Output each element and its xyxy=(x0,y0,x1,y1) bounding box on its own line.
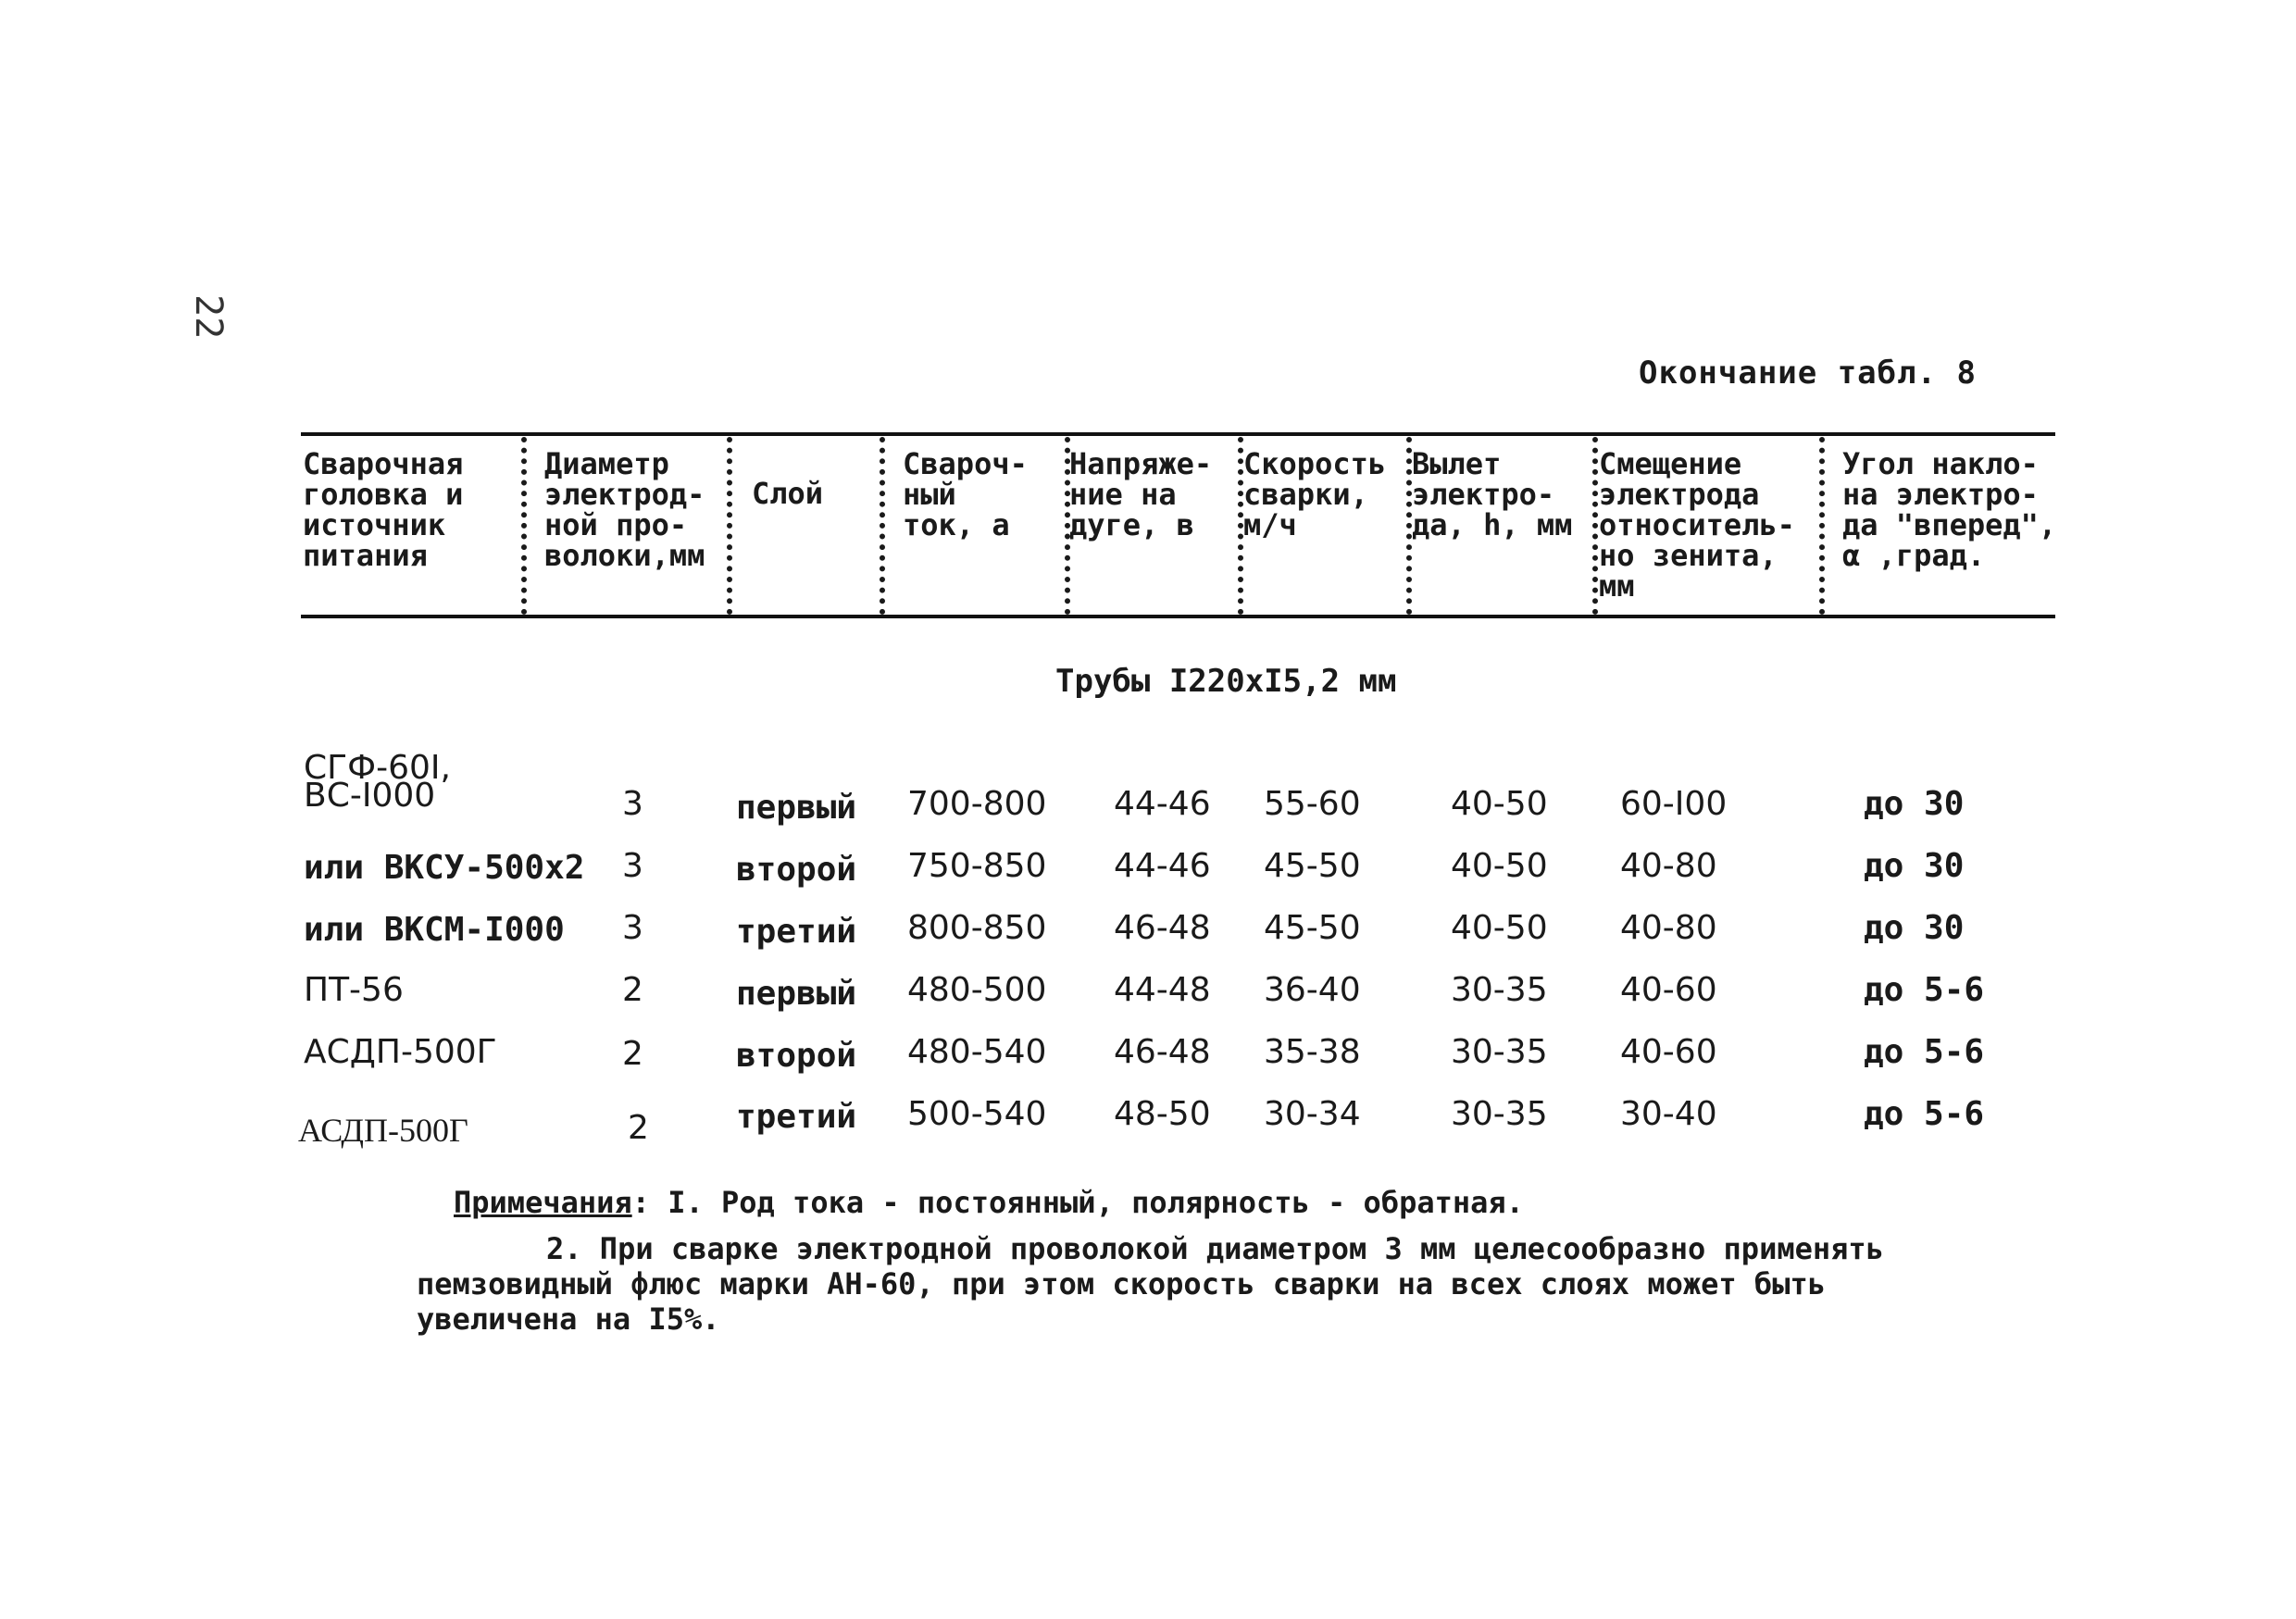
table-caption: Окончание табл. 8 xyxy=(1639,355,1977,392)
notes-label: Примечания xyxy=(454,1185,632,1220)
header-layer: Слой xyxy=(752,476,824,511)
header-electrode-stickout: Вылет электро- да, h, мм xyxy=(1412,446,1573,542)
table-cell: до 30 xyxy=(1864,909,1965,947)
table-cell: 48-50 xyxy=(1114,1095,1211,1133)
table-cell: АСДП-500Г xyxy=(298,1112,468,1149)
table-cell: до 5-6 xyxy=(1864,1095,1985,1133)
table-cell: 55-60 xyxy=(1264,785,1361,823)
table-cell: 44-46 xyxy=(1114,785,1211,823)
table-cell: 45-50 xyxy=(1264,847,1361,885)
table-cell: 480-500 xyxy=(907,971,1047,1009)
table-cell: АСДП-500Г xyxy=(304,1033,497,1071)
table-cell: 36-40 xyxy=(1264,971,1361,1009)
note-1: : I. Род тока - постоянный, полярность - обратная. xyxy=(631,1185,1524,1220)
table-cell: или ВКСУ-500x2 xyxy=(304,849,585,887)
column-separator xyxy=(1819,437,1825,615)
table-cell: второй xyxy=(736,1037,857,1075)
column-separator xyxy=(880,437,885,615)
table-cell: 40-50 xyxy=(1451,847,1548,885)
page-number: 22 xyxy=(187,294,230,340)
table-cell: 46-48 xyxy=(1114,1033,1211,1071)
column-separator xyxy=(727,437,732,615)
table-cell: СГФ-60I, ВС-I000 xyxy=(304,749,451,815)
table-cell: первый xyxy=(736,975,857,1013)
header-welding-head: Сварочная головка и источник питания xyxy=(303,446,464,573)
table-cell: 35-38 xyxy=(1264,1033,1361,1071)
table-cell: первый xyxy=(736,789,857,827)
table-cell: 3 xyxy=(622,909,643,947)
table-cell: 44-48 xyxy=(1114,971,1211,1009)
table-cell: до 5-6 xyxy=(1864,1033,1985,1071)
column-separator xyxy=(1592,437,1598,615)
table-cell: 40-80 xyxy=(1620,847,1717,885)
table-cell: 40-60 xyxy=(1620,1033,1717,1071)
table-cell: 2 xyxy=(628,1109,649,1147)
table-cell: 2 xyxy=(622,971,643,1009)
header-arc-voltage: Напряже- ние на дуге, в xyxy=(1069,446,1213,542)
notes-line-1 xyxy=(454,1185,2028,1220)
table-cell: второй xyxy=(736,851,857,889)
table-cell: 500-540 xyxy=(907,1095,1047,1133)
table-cell: 40-50 xyxy=(1451,909,1548,947)
table-cell: 40-50 xyxy=(1451,785,1548,823)
table-cell: 45-50 xyxy=(1264,909,1361,947)
table-cell: ПТ-56 xyxy=(304,971,404,1009)
table-cell: 60-I00 xyxy=(1620,785,1728,823)
table-cell: до 30 xyxy=(1864,785,1965,823)
table-cell: до 5-6 xyxy=(1864,971,1985,1009)
header-electrode-offset: Смещение электрода относитель- но зенита, мм xyxy=(1599,446,1795,604)
table-cell: до 30 xyxy=(1864,847,1965,885)
subsection-title: Трубы I220xI5,2 мм xyxy=(1055,663,1397,700)
table-cell: третий xyxy=(736,1098,857,1136)
table-header-bottom-rule xyxy=(301,615,2055,618)
header-welding-speed: Скорость сварки, м/ч xyxy=(1243,446,1387,542)
table-top-rule xyxy=(301,432,2055,436)
table-cell: 30-40 xyxy=(1620,1095,1717,1133)
table-cell: 480-540 xyxy=(907,1033,1047,1071)
header-electrode-angle: Угол накло- на электро- да "вперед", α ,град. xyxy=(1842,446,2057,573)
table-cell: 3 xyxy=(622,785,643,823)
table-cell: 30-35 xyxy=(1451,971,1548,1009)
table-cell: 44-46 xyxy=(1114,847,1211,885)
table-cell: 30-34 xyxy=(1264,1095,1361,1133)
table-cell: 30-35 xyxy=(1451,1033,1548,1071)
table-cell: 30-35 xyxy=(1451,1095,1548,1133)
table-cell: 46-48 xyxy=(1114,909,1211,947)
header-wire-diameter: Диаметр электрод- ной про- волоки,мм xyxy=(544,446,705,573)
column-separator xyxy=(521,437,527,615)
table-cell: 800-850 xyxy=(907,909,1047,947)
header-welding-current: Свароч- ный ток, а xyxy=(903,446,1028,542)
table-cell: 750-850 xyxy=(907,847,1047,885)
table-cell: 700-800 xyxy=(907,785,1047,823)
table-cell: 3 xyxy=(622,847,643,885)
table-cell: или ВКСМ-I000 xyxy=(304,911,565,949)
table-cell: 2 xyxy=(622,1035,643,1073)
table-cell: 40-60 xyxy=(1620,971,1717,1009)
note-2: 2. При сварке электродной проволокой диаметром 3 мм целесообразно применять пемзовидный флюс марки АН-60, при этом скорость сварки на всех слоях может быть увеличена на I5%. xyxy=(417,1231,1884,1337)
table-cell: 40-80 xyxy=(1620,909,1717,947)
table-cell: третий xyxy=(736,913,857,951)
